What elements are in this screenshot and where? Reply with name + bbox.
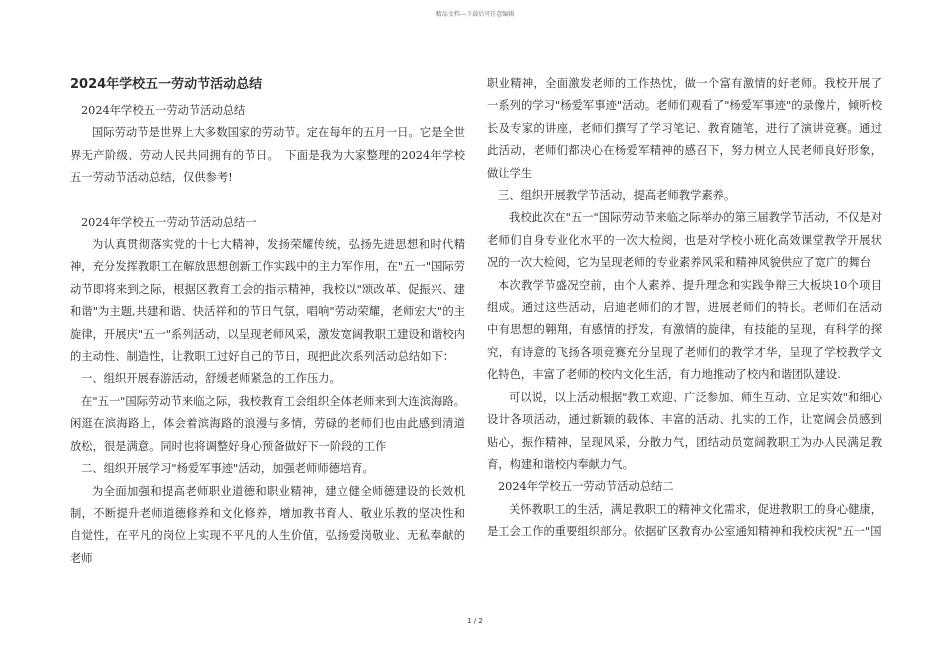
section-title-1: 2024年学校五一劳动节活动总结一	[81, 215, 257, 229]
document-subtitle: 2024年学校五一劳动节活动总结	[81, 104, 246, 117]
right-column	[487, 73, 882, 544]
paragraph-7: 关怀教职工的生活，满足教职工的精神文化需求，促进教职工的身心健康，是工会工作的重要组织部分。依据矿区教育办公室通知精神和我校庆祝"五一"国	[487, 502, 882, 539]
heading-1: 一、组织开展春游活动，舒缓老师紧急的工作压力。	[81, 372, 341, 386]
document-title: 2024年学校五一劳动节活动总结	[70, 77, 263, 92]
paragraph-5: 本次教学节盛况空前，由个人素养、提升理念和实践争辩三大板块10个项目组成。通过这些活动，启迪老师们的才智，进展老师们的特长。老师们在活动中有思想的翱翔，有感情的抒发，有激情的旋律，有技能的呈现，有科学的探究，有诗意的飞扬各项竞赛充分呈现了老师们的教学才华，呈现了学校教学文化特色，丰富了老师的校内文化生活，有力地推动了校内和谐团队建设.	[487, 278, 882, 382]
heading-2: 二、组织开展学习"杨爱军事迹"活动，加强老师师德培育。	[81, 462, 374, 476]
paragraph-3-continued: 职业精神，全面激发老师的工作热忱，做一个富有激情的好老师。我校开展了一系列的学习"杨爱军事迹"活动。老师们观看了"杨爱军事迹"的录像片，倾听校长及专家的讲座，老师们撰写了学习笔记、教育随笔，进行了演讲竞赛。通过此活动，老师们都决心在杨爱军精神的感召下，努力树立人民老师良好形象，做让学生	[487, 77, 882, 180]
heading-3: 三、组织开展教学节活动，提高老师教学素养。	[498, 189, 736, 203]
section-title-2: 2024年学校五一劳动节活动总结二	[498, 480, 674, 494]
paragraph-4: 我校此次在"五一"国际劳动节来临之际举办的第三届教学节活动，不仅是对老师们自身专业化水平的一次大检阅，也是对学校小班化高效课堂教学开展状况的一次大检阅，它为呈现老师的专业素养风采和精神风貌供应了宽广的舞台	[487, 211, 882, 270]
left-column	[70, 74, 465, 570]
intro-paragraph: 国际劳动节是世界上大多数国家的劳动节。定在每年的五月一日。它是全世界无产阶级、劳动人民共同拥有的节日。 下面是我为大家整理的2024年学校五一劳动节活动总结，仅供参考!	[70, 126, 465, 185]
paragraph-3: 为全面加强和提高老师职业道德和职业精神，建立健全师德建设的长效机制，不断提升老师道德修养和文化修养，增加教书育人、敬业乐教的坚决性和自觉性，在平凡的岗位上实现不平凡的人生价值，弘扬爱岗敬业、无私奉献的老师	[70, 484, 465, 565]
paragraph-6: 可以说，以上活动根据"教工欢迎、广泛参加、师生互动、立足实效"和细心设计各项活动，通过新颖的载体、丰富的活动、扎实的工作，让宽阔会员感到贴心，振作精神，呈现风采，分散力气，团结动员宽阔教职工为办人民满足教育，构建和谐校内奉献力气。	[487, 390, 882, 471]
page-header: 精品文档---下载后可任意编辑	[435, 11, 515, 18]
paragraph-2: 在"五一"国际劳动节来临之际，我校教育工会组织全体老师来到大连滨海路。闲逛在滨海路上，体会着滨海路的浪漫与多情，劳碌的老师们也由此感到清道放松，很是满意。同时也将调整好身心预备做好下一阶段的工作	[70, 394, 465, 453]
spacer	[70, 190, 465, 212]
page-number: 1 / 2	[467, 617, 483, 625]
paragraph-1: 为认真贯彻落实党的十七大精神，发扬荣耀传统，弘扬先进思想和时代精神，充分发挥教职工在解放思想创新工作实践中的主力军作用，在"五一"国际劳动节即将来到之际，根据区教育工会的指示精神，我校以"颂改革、促振兴、建和谐"为主题,共建和谐、快活祥和的节日气氛，唱响"劳动荣耀，老师宏大"的主旋律，开展庆"五一"系列活动，以呈现老师风采，激发宽阔教职工建设和谐校内的主动性、制造性，让教职工过好自己的节日，现把此次系列活动总结如下：	[70, 238, 465, 364]
